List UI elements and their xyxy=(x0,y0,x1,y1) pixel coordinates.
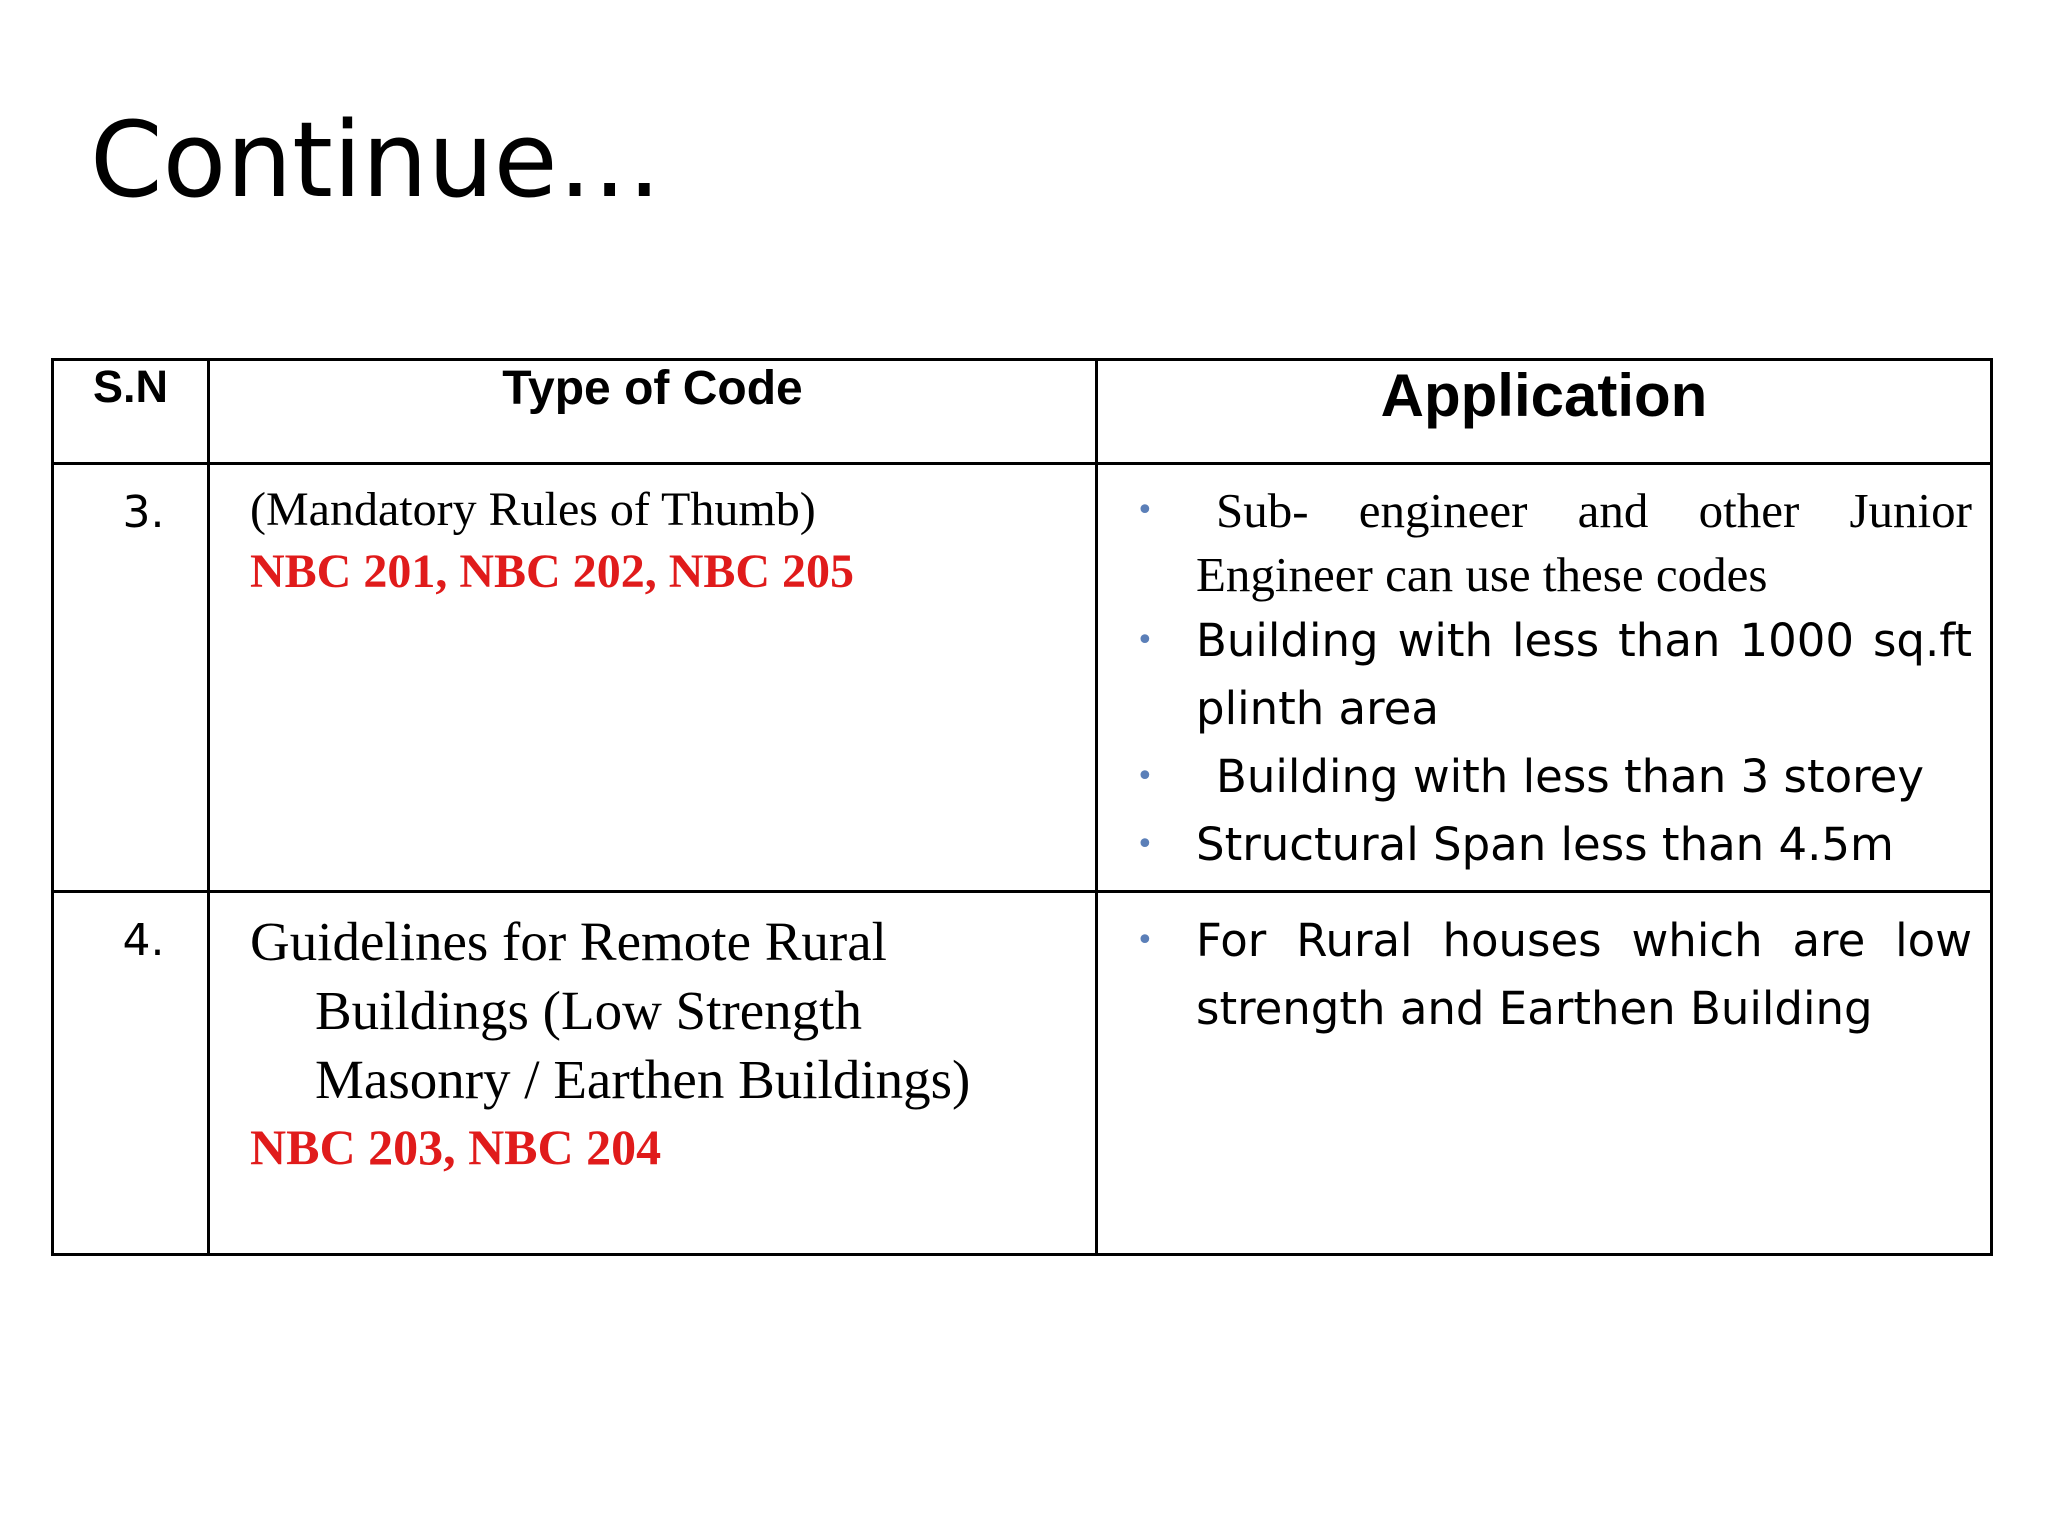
application-text: Structural Span less than 4.5m xyxy=(1196,818,1894,871)
nbc-code-table xyxy=(51,358,1993,1256)
table-row xyxy=(53,464,1992,892)
application-list xyxy=(1128,907,1972,1043)
header-application: Application xyxy=(1097,360,1992,464)
application-text: Building with less than 1000 sq.ft plinth area xyxy=(1196,614,1972,735)
list-item xyxy=(1128,743,1972,811)
application-cell xyxy=(1097,892,1992,1255)
type-of-code-cell xyxy=(209,464,1097,892)
code-numbers: NBC 203, NBC 204 xyxy=(250,1119,662,1175)
application-text: For Rural houses which are low strength and Earthen Building xyxy=(1196,914,1972,1035)
application-text: Building with less than 3 storey xyxy=(1216,750,1924,803)
bullet-icon: • xyxy=(1136,623,1154,658)
application-list xyxy=(1128,479,1972,879)
list-item xyxy=(1128,607,1972,743)
bullet-icon: • xyxy=(1136,759,1154,794)
type-description: Masonry / Earthen Buildings) xyxy=(315,1049,971,1110)
code-numbers: NBC 201, NBC 202, NBC 205 xyxy=(250,545,855,598)
table-row xyxy=(53,892,1992,1255)
header-type-of-code: Type of Code xyxy=(209,360,1097,464)
list-item xyxy=(1128,811,1972,879)
type-description: (Mandatory Rules of Thumb) xyxy=(250,483,816,536)
list-item xyxy=(1128,479,1972,607)
row-sn: 4. xyxy=(53,892,209,1255)
application-text: Sub- engineer and other Junior Engineer can use these codes xyxy=(1196,483,1972,602)
header-sn: S.N xyxy=(53,360,209,464)
list-item xyxy=(1128,907,1972,1043)
application-cell xyxy=(1097,464,1992,892)
type-of-code-cell xyxy=(209,892,1097,1255)
type-description: Guidelines for Remote Rural xyxy=(250,911,887,972)
bullet-icon: • xyxy=(1136,923,1154,958)
type-description: Buildings (Low Strength xyxy=(315,980,862,1041)
table-header-row xyxy=(53,360,1992,464)
slide-title: Continue… xyxy=(90,99,662,221)
bullet-icon: • xyxy=(1136,827,1154,862)
row-sn: 3. xyxy=(53,464,209,892)
bullet-icon: • xyxy=(1136,493,1154,528)
